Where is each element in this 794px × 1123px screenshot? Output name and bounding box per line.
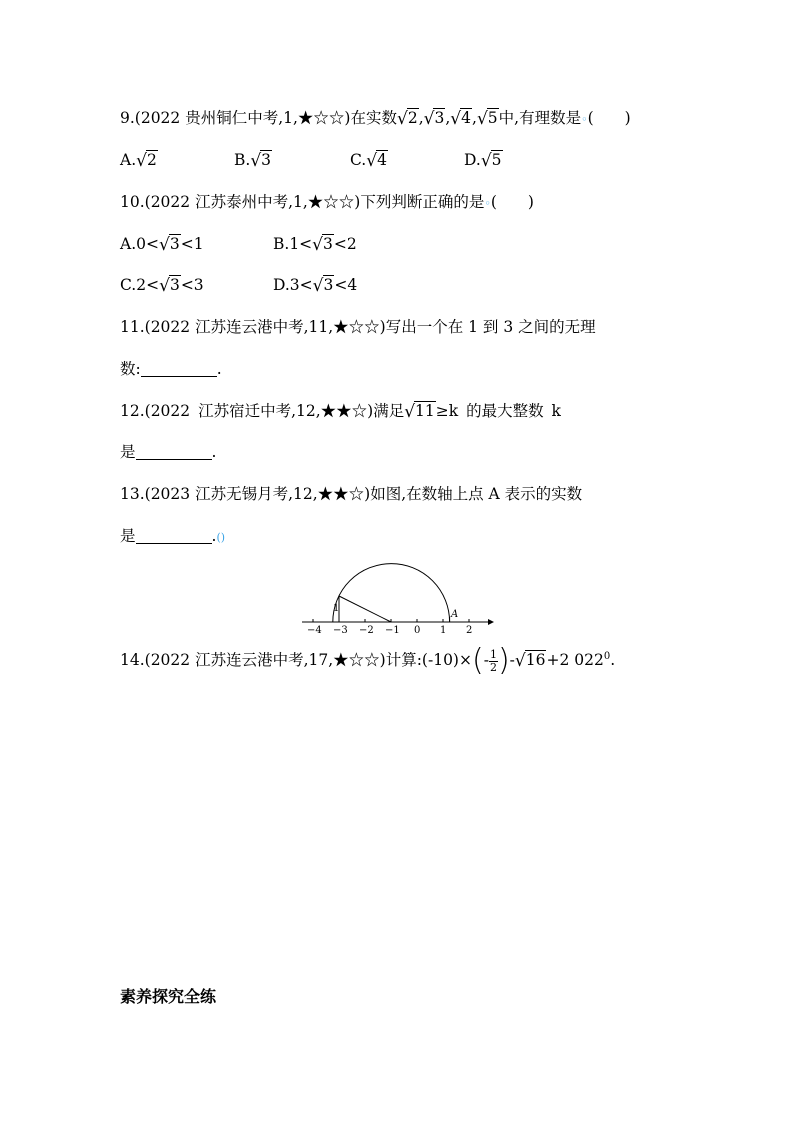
tick-label-1: 1 (440, 625, 447, 635)
tick-label-neg2: −2 (359, 625, 374, 635)
reference-mark-icon: ◦ (484, 197, 491, 210)
q10-stem: 10.(2022 江苏泰州中考,1,★☆☆)下列判断正确的是 (120, 193, 485, 211)
q9-stem: 9.(2022 贵州铜仁中考,1,★☆☆)在实数 (120, 109, 397, 127)
q11-stem: 11.(2022 江苏连云港中考,11,★☆☆)写出一个在 1 到 3 之间的无理 (120, 318, 596, 336)
q14-stem: 14.(2022 江苏连云港中考,17,★☆☆)计算:(-10)× (120, 651, 472, 670)
reference-mark-icon: ◦ (581, 113, 588, 126)
sqrt-3: √3 (423, 109, 445, 129)
q13-answer-blank[interactable] (136, 527, 212, 544)
unit-label: 1 (333, 603, 340, 614)
axis-arrow-icon (488, 619, 494, 625)
question-14: 14.(2022 江苏连云港中考,17,★☆☆)计算:(-10)×(- $\frac{1}{2}$ )-√16+2 $022^0$. (120, 643, 616, 679)
section-title: 素养探究全练 (120, 987, 217, 1006)
number-line-figure (298, 555, 498, 635)
tick-label-0: 0 (414, 625, 421, 635)
tick-label-neg3: −3 (333, 625, 348, 635)
q9-option-d[interactable]: D.√5 (464, 151, 502, 171)
q13-stem: 13.(2023 江苏无锡月考,12,★★☆)如图,在数轴上点 A 表示的实数 (120, 485, 583, 503)
tick-label-neg4: −4 (307, 625, 322, 635)
question-12-answer-line: 是 . (120, 443, 217, 461)
question-12: 12.(2022 江苏宿迁中考,12,★★☆)满足√11≥k 的最大整数 k (120, 399, 561, 423)
q9-option-c[interactable]: C.√4 (350, 151, 387, 171)
q9-option-a[interactable]: A.√2 (120, 151, 157, 171)
q10-option-c[interactable]: C.2<√3<3 (120, 276, 204, 296)
tick-label-2: 2 (466, 625, 473, 635)
reference-mark-icon: () (216, 531, 226, 544)
q10-option-b[interactable]: B.1<√3<2 (273, 235, 357, 255)
point-a-label: A (451, 609, 459, 620)
q10-option-d[interactable]: D.3<√3<4 (273, 276, 358, 296)
sqrt-2: √2 (396, 109, 418, 129)
q11-answer-blank[interactable] (141, 360, 217, 377)
semicircle-arc (333, 564, 450, 622)
question-13 (120, 482, 582, 506)
q10-option-a[interactable]: A.0<√3<1 (120, 235, 204, 255)
q12-stem: 12.(2022 江苏宿迁中考,12,★★☆)满足 (120, 402, 405, 420)
hypotenuse (339, 596, 391, 622)
q12-answer-blank[interactable] (136, 443, 212, 460)
question-11-answer-line: 数: . (120, 360, 222, 378)
tick-label-neg1: −1 (385, 625, 400, 635)
sqrt-16: √16 (514, 651, 546, 672)
question-9: 9.(2022 贵州铜仁中考,1,★☆☆)在实数√2,√3,√4,√5中,有理数是◦( ) (120, 106, 631, 132)
question-11 (120, 315, 596, 339)
answer-bracket: ( ) (490, 193, 534, 211)
question-13-answer-line: 是 .() (120, 527, 226, 545)
answer-bracket: ( ) (587, 109, 631, 127)
q9-option-b[interactable]: B.√3 (234, 151, 272, 171)
sqrt-5: √5 (476, 109, 498, 129)
sqrt-4: √4 (450, 109, 472, 129)
sqrt-11: √11 (404, 402, 435, 422)
fraction-one-half: $\frac{1}{2}$ (489, 647, 497, 674)
question-10 (120, 190, 534, 216)
